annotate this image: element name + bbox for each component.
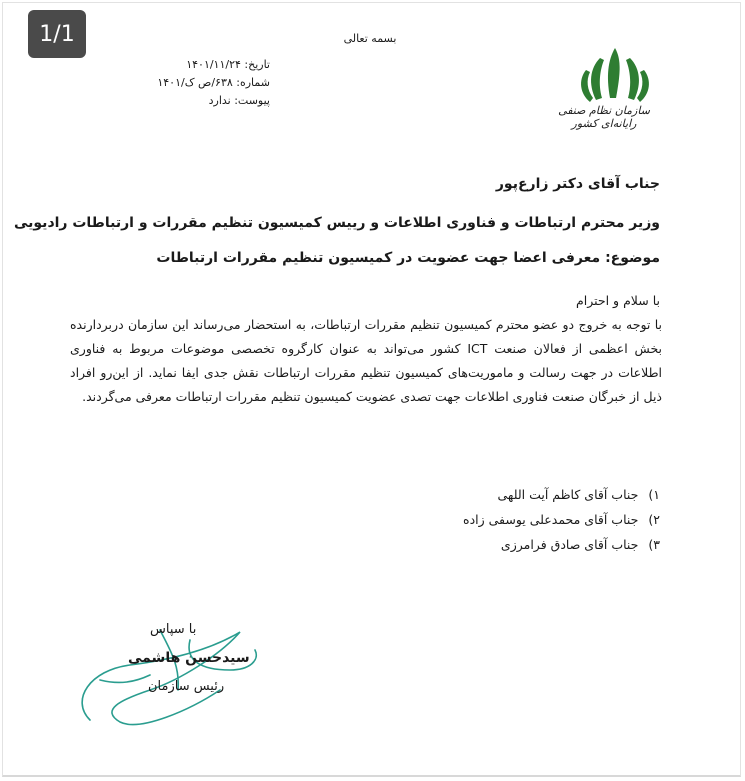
member-number: ۱): [648, 487, 660, 502]
number-line: شماره: ۶۳۸/ص ک/۱۴۰۱: [157, 76, 270, 89]
subject-line: موضوع: معرفی اعضا جهت عضویت در کمیسیون تنظیم مقررات ارتباطات: [156, 250, 660, 266]
greeting-line: با سلام و احترام: [576, 293, 660, 308]
recipient-position-line: وزیر محترم ارتباطات و فناوری اطلاعات و رییس کمیسیون تنظیم مقررات و ارتباطات رادیویی: [13, 215, 660, 231]
letter-meta: [70, 56, 270, 110]
date-line: تاریخ: ۱۴۰۱/۱۱/۲۴: [186, 58, 270, 71]
signer-title: رئیس سازمان: [148, 679, 225, 694]
members-list: [340, 482, 660, 557]
organization-name: سازمان نظام صنفی رایانه‌ای کشور: [558, 104, 650, 130]
member-number: ۳): [648, 537, 660, 552]
signer-name: سیدحسن هاشمی: [128, 650, 250, 666]
attachment-line: پیوست: ندارد: [208, 94, 270, 107]
list-item: [340, 532, 660, 557]
member-name: جناب آقای کاظم آیت اللهی: [497, 487, 639, 502]
member-number: ۲): [648, 512, 660, 527]
bismillah-heading: بسمه تعالی: [343, 32, 397, 45]
member-name: جناب آقای صادق فرامرزی: [500, 537, 639, 552]
closing-line: با سپاس: [150, 622, 197, 637]
page-counter-text: 1/1: [39, 21, 75, 47]
recipient-line: جناب آقای دکتر زارع‌پور: [495, 176, 660, 192]
list-item: [340, 482, 660, 507]
body-paragraph: با توجه به خروج دو عضو محترم کمیسیون تنظیم مقررات ارتباطات، به استحضار می‌رساند این سازمان دربردارنده بخش اعظمی از فعالان صنعت ICT کشور می‌تواند به عنوان کارگروه تخصصی موضوعات مربوط به فناوری اطلاعات در جهت رسالت و ماموریت‌های کمیسیون تنظیم مقررات ارتباطات نقش جدی ایفا نماید. از این‌رو افراد ذیل از خبرگان صنعت فناوری اطلاعات جهت تصدی عضویت کمیسیون تنظیم مقررات ارتباطات معرفی می‌گردند.: [70, 317, 662, 404]
letter-body: [70, 313, 662, 409]
list-item: [340, 507, 660, 532]
member-name: جناب آقای محمدعلی یوسفی زاده: [463, 512, 639, 527]
page-counter-badge: [28, 10, 86, 58]
